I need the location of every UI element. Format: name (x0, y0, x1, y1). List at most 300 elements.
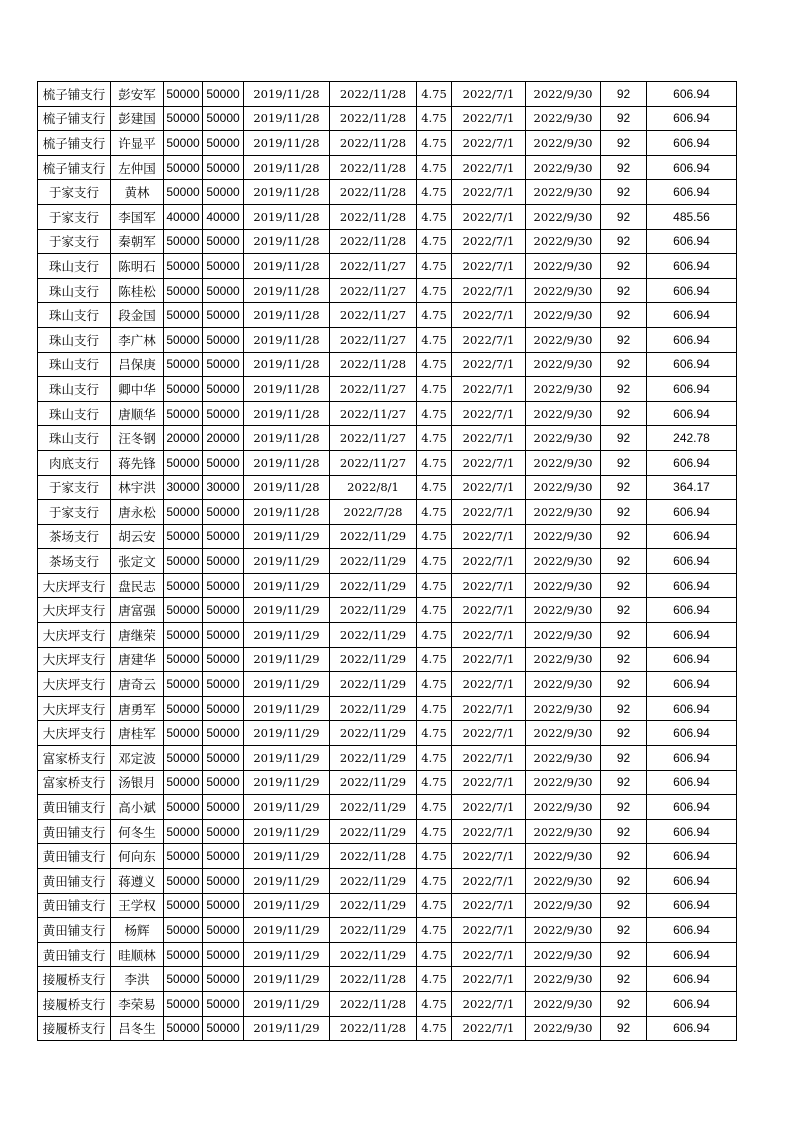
end-date-cell: 2022/11/28 (330, 967, 417, 992)
balance-cell: 50000 (203, 1016, 244, 1041)
interest-cell: 606.94 (647, 672, 737, 697)
loan-amount-cell: 50000 (164, 672, 203, 697)
table-row (38, 500, 737, 525)
borrower-name-cell: 张定文 (111, 549, 164, 574)
days-cell: 92 (601, 795, 647, 820)
days-cell: 92 (601, 524, 647, 549)
table-row (38, 180, 737, 205)
start-date-cell: 2019/11/29 (244, 795, 330, 820)
borrower-name-cell: 眭顺林 (111, 942, 164, 967)
days-cell: 92 (601, 426, 647, 451)
table-row (38, 721, 737, 746)
interest-cell: 606.94 (647, 819, 737, 844)
days-cell: 92 (601, 746, 647, 771)
period-start-cell: 2022/7/1 (452, 869, 526, 894)
start-date-cell: 2019/11/28 (244, 229, 330, 254)
start-date-cell: 2019/11/28 (244, 155, 330, 180)
interest-cell: 242.78 (647, 426, 737, 451)
branch-cell: 黄田铺支行 (38, 795, 111, 820)
rate-cell: 4.75 (417, 721, 452, 746)
table-row (38, 844, 737, 869)
period-end-cell: 2022/9/30 (526, 696, 601, 721)
borrower-name-cell: 李荣易 (111, 991, 164, 1016)
interest-cell: 606.94 (647, 844, 737, 869)
borrower-name-cell: 蒋遵义 (111, 869, 164, 894)
interest-cell: 606.94 (647, 500, 737, 525)
period-start-cell: 2022/7/1 (452, 204, 526, 229)
rate-cell: 4.75 (417, 278, 452, 303)
interest-cell: 606.94 (647, 869, 737, 894)
period-end-cell: 2022/9/30 (526, 893, 601, 918)
start-date-cell: 2019/11/29 (244, 942, 330, 967)
rate-cell: 4.75 (417, 746, 452, 771)
start-date-cell: 2019/11/29 (244, 746, 330, 771)
start-date-cell: 2019/11/29 (244, 549, 330, 574)
branch-cell: 富家桥支行 (38, 770, 111, 795)
period-end-cell: 2022/9/30 (526, 967, 601, 992)
days-cell: 92 (601, 844, 647, 869)
interest-cell: 606.94 (647, 401, 737, 426)
interest-cell: 606.94 (647, 721, 737, 746)
interest-cell: 606.94 (647, 967, 737, 992)
table-row (38, 893, 737, 918)
period-start-cell: 2022/7/1 (452, 352, 526, 377)
days-cell: 92 (601, 352, 647, 377)
end-date-cell: 2022/8/1 (330, 475, 417, 500)
period-start-cell: 2022/7/1 (452, 721, 526, 746)
end-date-cell: 2022/11/28 (330, 106, 417, 131)
table-row (38, 475, 737, 500)
period-start-cell: 2022/7/1 (452, 942, 526, 967)
rate-cell: 4.75 (417, 352, 452, 377)
start-date-cell: 2019/11/29 (244, 524, 330, 549)
rate-cell: 4.75 (417, 327, 452, 352)
table-row (38, 770, 737, 795)
start-date-cell: 2019/11/28 (244, 475, 330, 500)
end-date-cell: 2022/11/27 (330, 303, 417, 328)
period-start-cell: 2022/7/1 (452, 426, 526, 451)
balance-cell: 50000 (203, 303, 244, 328)
days-cell: 92 (601, 967, 647, 992)
rate-cell: 4.75 (417, 549, 452, 574)
borrower-name-cell: 秦朝军 (111, 229, 164, 254)
period-start-cell: 2022/7/1 (452, 254, 526, 279)
days-cell: 92 (601, 770, 647, 795)
days-cell: 92 (601, 401, 647, 426)
days-cell: 92 (601, 82, 647, 107)
table-row (38, 623, 737, 648)
interest-cell: 606.94 (647, 254, 737, 279)
start-date-cell: 2019/11/28 (244, 352, 330, 377)
days-cell: 92 (601, 942, 647, 967)
loan-amount-cell: 50000 (164, 229, 203, 254)
start-date-cell: 2019/11/28 (244, 106, 330, 131)
period-start-cell: 2022/7/1 (452, 844, 526, 869)
borrower-name-cell: 汤银月 (111, 770, 164, 795)
end-date-cell: 2022/11/28 (330, 229, 417, 254)
period-end-cell: 2022/9/30 (526, 647, 601, 672)
loan-amount-cell: 50000 (164, 180, 203, 205)
branch-cell: 大庆坪支行 (38, 573, 111, 598)
period-start-cell: 2022/7/1 (452, 672, 526, 697)
start-date-cell: 2019/11/29 (244, 1016, 330, 1041)
table-row (38, 524, 737, 549)
period-start-cell: 2022/7/1 (452, 180, 526, 205)
period-end-cell: 2022/9/30 (526, 918, 601, 943)
branch-cell: 珠山支行 (38, 254, 111, 279)
end-date-cell: 2022/11/27 (330, 426, 417, 451)
loan-amount-cell: 50000 (164, 647, 203, 672)
loan-amount-cell: 50000 (164, 549, 203, 574)
start-date-cell: 2019/11/29 (244, 967, 330, 992)
loan-amount-cell: 50000 (164, 377, 203, 402)
start-date-cell: 2019/11/29 (244, 991, 330, 1016)
borrower-name-cell: 彭安军 (111, 82, 164, 107)
period-end-cell: 2022/9/30 (526, 327, 601, 352)
loan-amount-cell: 50000 (164, 450, 203, 475)
balance-cell: 50000 (203, 918, 244, 943)
balance-cell: 50000 (203, 450, 244, 475)
borrower-name-cell: 陈明石 (111, 254, 164, 279)
period-end-cell: 2022/9/30 (526, 819, 601, 844)
balance-cell: 50000 (203, 844, 244, 869)
period-end-cell: 2022/9/30 (526, 623, 601, 648)
period-start-cell: 2022/7/1 (452, 524, 526, 549)
branch-cell: 大庆坪支行 (38, 696, 111, 721)
balance-cell: 50000 (203, 131, 244, 156)
branch-cell: 黄田铺支行 (38, 844, 111, 869)
period-start-cell: 2022/7/1 (452, 746, 526, 771)
branch-cell: 于家支行 (38, 204, 111, 229)
table-row (38, 426, 737, 451)
period-end-cell: 2022/9/30 (526, 401, 601, 426)
table-row (38, 991, 737, 1016)
start-date-cell: 2019/11/28 (244, 131, 330, 156)
branch-cell: 珠山支行 (38, 426, 111, 451)
end-date-cell: 2022/11/28 (330, 155, 417, 180)
borrower-name-cell: 李广林 (111, 327, 164, 352)
loan-amount-cell: 50000 (164, 352, 203, 377)
days-cell: 92 (601, 549, 647, 574)
branch-cell: 于家支行 (38, 475, 111, 500)
branch-cell: 黄田铺支行 (38, 918, 111, 943)
branch-cell: 于家支行 (38, 500, 111, 525)
rate-cell: 4.75 (417, 770, 452, 795)
end-date-cell: 2022/11/27 (330, 278, 417, 303)
loan-amount-cell: 30000 (164, 475, 203, 500)
end-date-cell: 2022/11/29 (330, 524, 417, 549)
period-end-cell: 2022/9/30 (526, 746, 601, 771)
loan-amount-cell: 50000 (164, 918, 203, 943)
days-cell: 92 (601, 991, 647, 1016)
borrower-name-cell: 胡云安 (111, 524, 164, 549)
start-date-cell: 2019/11/28 (244, 450, 330, 475)
days-cell: 92 (601, 254, 647, 279)
end-date-cell: 2022/11/29 (330, 696, 417, 721)
end-date-cell: 2022/7/28 (330, 500, 417, 525)
borrower-name-cell: 蒋先锋 (111, 450, 164, 475)
period-start-cell: 2022/7/1 (452, 549, 526, 574)
table-row (38, 869, 737, 894)
table-row (38, 204, 737, 229)
rate-cell: 4.75 (417, 918, 452, 943)
end-date-cell: 2022/11/27 (330, 254, 417, 279)
table-row (38, 352, 737, 377)
start-date-cell: 2019/11/28 (244, 303, 330, 328)
days-cell: 92 (601, 918, 647, 943)
rate-cell: 4.75 (417, 204, 452, 229)
period-end-cell: 2022/9/30 (526, 278, 601, 303)
balance-cell: 50000 (203, 647, 244, 672)
period-end-cell: 2022/9/30 (526, 869, 601, 894)
period-end-cell: 2022/9/30 (526, 131, 601, 156)
loan-amount-cell: 50000 (164, 278, 203, 303)
rate-cell: 4.75 (417, 229, 452, 254)
end-date-cell: 2022/11/29 (330, 918, 417, 943)
borrower-name-cell: 王学权 (111, 893, 164, 918)
interest-cell: 606.94 (647, 106, 737, 131)
end-date-cell: 2022/11/27 (330, 377, 417, 402)
period-start-cell: 2022/7/1 (452, 377, 526, 402)
rate-cell: 4.75 (417, 967, 452, 992)
interest-cell: 606.94 (647, 303, 737, 328)
balance-cell: 50000 (203, 278, 244, 303)
interest-cell: 606.94 (647, 229, 737, 254)
balance-cell: 40000 (203, 204, 244, 229)
period-start-cell: 2022/7/1 (452, 623, 526, 648)
balance-cell: 50000 (203, 598, 244, 623)
days-cell: 92 (601, 623, 647, 648)
period-end-cell: 2022/9/30 (526, 770, 601, 795)
borrower-name-cell: 唐建华 (111, 647, 164, 672)
borrower-name-cell: 唐勇军 (111, 696, 164, 721)
period-end-cell: 2022/9/30 (526, 180, 601, 205)
borrower-name-cell: 陈桂松 (111, 278, 164, 303)
period-start-cell: 2022/7/1 (452, 696, 526, 721)
branch-cell: 珠山支行 (38, 352, 111, 377)
days-cell: 92 (601, 598, 647, 623)
rate-cell: 4.75 (417, 180, 452, 205)
interest-cell: 606.94 (647, 573, 737, 598)
table-row (38, 942, 737, 967)
days-cell: 92 (601, 278, 647, 303)
end-date-cell: 2022/11/29 (330, 647, 417, 672)
end-date-cell: 2022/11/28 (330, 204, 417, 229)
end-date-cell: 2022/11/29 (330, 795, 417, 820)
table-row (38, 229, 737, 254)
days-cell: 92 (601, 647, 647, 672)
borrower-name-cell: 何向东 (111, 844, 164, 869)
rate-cell: 4.75 (417, 1016, 452, 1041)
branch-cell: 于家支行 (38, 180, 111, 205)
balance-cell: 50000 (203, 746, 244, 771)
period-end-cell: 2022/9/30 (526, 229, 601, 254)
loan-amount-cell: 40000 (164, 204, 203, 229)
period-start-cell: 2022/7/1 (452, 598, 526, 623)
interest-cell: 606.94 (647, 327, 737, 352)
balance-cell: 50000 (203, 770, 244, 795)
end-date-cell: 2022/11/29 (330, 598, 417, 623)
interest-cell: 606.94 (647, 1016, 737, 1041)
period-start-cell: 2022/7/1 (452, 303, 526, 328)
period-end-cell: 2022/9/30 (526, 82, 601, 107)
borrower-name-cell: 唐富强 (111, 598, 164, 623)
period-start-cell: 2022/7/1 (452, 475, 526, 500)
period-start-cell: 2022/7/1 (452, 131, 526, 156)
start-date-cell: 2019/11/28 (244, 82, 330, 107)
balance-cell: 50000 (203, 991, 244, 1016)
period-end-cell: 2022/9/30 (526, 155, 601, 180)
start-date-cell: 2019/11/29 (244, 623, 330, 648)
period-end-cell: 2022/9/30 (526, 106, 601, 131)
loan-amount-cell: 50000 (164, 106, 203, 131)
rate-cell: 4.75 (417, 942, 452, 967)
loan-amount-cell: 50000 (164, 623, 203, 648)
table-row (38, 696, 737, 721)
end-date-cell: 2022/11/29 (330, 746, 417, 771)
rate-cell: 4.75 (417, 155, 452, 180)
interest-cell: 606.94 (647, 450, 737, 475)
balance-cell: 50000 (203, 623, 244, 648)
branch-cell: 茶场支行 (38, 549, 111, 574)
loan-amount-cell: 50000 (164, 819, 203, 844)
period-start-cell: 2022/7/1 (452, 795, 526, 820)
table-row (38, 401, 737, 426)
start-date-cell: 2019/11/28 (244, 401, 330, 426)
interest-cell: 606.94 (647, 623, 737, 648)
borrower-name-cell: 黄林 (111, 180, 164, 205)
branch-cell: 黄田铺支行 (38, 893, 111, 918)
loan-interest-table (37, 81, 737, 1041)
start-date-cell: 2019/11/28 (244, 204, 330, 229)
rate-cell: 4.75 (417, 573, 452, 598)
balance-cell: 30000 (203, 475, 244, 500)
period-end-cell: 2022/9/30 (526, 844, 601, 869)
period-end-cell: 2022/9/30 (526, 991, 601, 1016)
rate-cell: 4.75 (417, 254, 452, 279)
end-date-cell: 2022/11/27 (330, 327, 417, 352)
balance-cell: 50000 (203, 352, 244, 377)
days-cell: 92 (601, 327, 647, 352)
rate-cell: 4.75 (417, 106, 452, 131)
rate-cell: 4.75 (417, 819, 452, 844)
borrower-name-cell: 唐永松 (111, 500, 164, 525)
period-start-cell: 2022/7/1 (452, 573, 526, 598)
period-start-cell: 2022/7/1 (452, 401, 526, 426)
table-row (38, 746, 737, 771)
balance-cell: 50000 (203, 819, 244, 844)
table-row (38, 377, 737, 402)
interest-cell: 606.94 (647, 524, 737, 549)
period-start-cell: 2022/7/1 (452, 918, 526, 943)
period-end-cell: 2022/9/30 (526, 254, 601, 279)
end-date-cell: 2022/11/28 (330, 180, 417, 205)
rate-cell: 4.75 (417, 450, 452, 475)
end-date-cell: 2022/11/29 (330, 549, 417, 574)
rate-cell: 4.75 (417, 672, 452, 697)
loan-amount-cell: 50000 (164, 770, 203, 795)
balance-cell: 50000 (203, 180, 244, 205)
borrower-name-cell: 李洪 (111, 967, 164, 992)
days-cell: 92 (601, 229, 647, 254)
rate-cell: 4.75 (417, 377, 452, 402)
borrower-name-cell: 汪冬钢 (111, 426, 164, 451)
borrower-name-cell: 唐顺华 (111, 401, 164, 426)
loan-amount-cell: 50000 (164, 795, 203, 820)
branch-cell: 大庆坪支行 (38, 672, 111, 697)
table-row (38, 672, 737, 697)
borrower-name-cell: 卿中华 (111, 377, 164, 402)
rate-cell: 4.75 (417, 795, 452, 820)
interest-cell: 606.94 (647, 893, 737, 918)
table-row (38, 303, 737, 328)
rate-cell: 4.75 (417, 598, 452, 623)
start-date-cell: 2019/11/29 (244, 696, 330, 721)
table-row (38, 967, 737, 992)
loan-amount-cell: 50000 (164, 155, 203, 180)
interest-cell: 606.94 (647, 180, 737, 205)
loan-amount-cell: 50000 (164, 721, 203, 746)
period-start-cell: 2022/7/1 (452, 155, 526, 180)
borrower-name-cell: 彭建国 (111, 106, 164, 131)
loan-amount-cell: 50000 (164, 327, 203, 352)
interest-cell: 606.94 (647, 82, 737, 107)
rate-cell: 4.75 (417, 844, 452, 869)
days-cell: 92 (601, 721, 647, 746)
start-date-cell: 2019/11/29 (244, 721, 330, 746)
borrower-name-cell: 高小斌 (111, 795, 164, 820)
period-start-cell: 2022/7/1 (452, 450, 526, 475)
end-date-cell: 2022/11/29 (330, 623, 417, 648)
table-row (38, 795, 737, 820)
loan-amount-cell: 50000 (164, 893, 203, 918)
interest-cell: 606.94 (647, 131, 737, 156)
period-start-cell: 2022/7/1 (452, 229, 526, 254)
period-start-cell: 2022/7/1 (452, 82, 526, 107)
borrower-name-cell: 林宇洪 (111, 475, 164, 500)
period-end-cell: 2022/9/30 (526, 795, 601, 820)
table-row (38, 327, 737, 352)
table-row (38, 573, 737, 598)
rate-cell: 4.75 (417, 647, 452, 672)
borrower-name-cell: 李国军 (111, 204, 164, 229)
interest-cell: 606.94 (647, 746, 737, 771)
start-date-cell: 2019/11/29 (244, 647, 330, 672)
rate-cell: 4.75 (417, 426, 452, 451)
balance-cell: 20000 (203, 426, 244, 451)
balance-cell: 50000 (203, 327, 244, 352)
balance-cell: 50000 (203, 377, 244, 402)
loan-amount-cell: 50000 (164, 254, 203, 279)
interest-cell: 485.56 (647, 204, 737, 229)
start-date-cell: 2019/11/29 (244, 598, 330, 623)
loan-amount-cell: 50000 (164, 696, 203, 721)
branch-cell: 珠山支行 (38, 377, 111, 402)
balance-cell: 50000 (203, 549, 244, 574)
period-end-cell: 2022/9/30 (526, 942, 601, 967)
balance-cell: 50000 (203, 401, 244, 426)
loan-amount-cell: 50000 (164, 598, 203, 623)
borrower-name-cell: 唐奇云 (111, 672, 164, 697)
balance-cell: 50000 (203, 795, 244, 820)
branch-cell: 梳子铺支行 (38, 82, 111, 107)
interest-cell: 606.94 (647, 696, 737, 721)
interest-cell: 606.94 (647, 795, 737, 820)
interest-cell: 606.94 (647, 598, 737, 623)
borrower-name-cell: 唐桂军 (111, 721, 164, 746)
days-cell: 92 (601, 869, 647, 894)
balance-cell: 50000 (203, 500, 244, 525)
